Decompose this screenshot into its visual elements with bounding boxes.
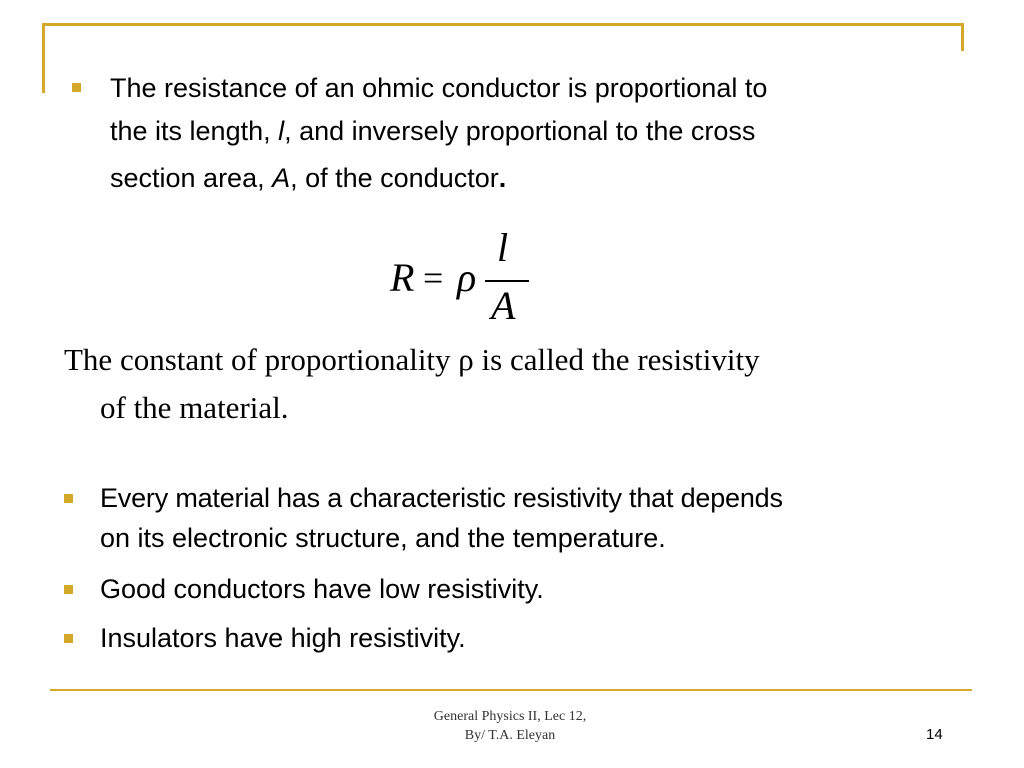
bullet1-line1: The resistance of an ohmic conductor is proportional to [110,73,768,103]
resistivity-paragraph-line2: of the material. [100,390,289,425]
area-variable: A [272,163,291,193]
bullet3-line1: Good conductors have low resistivity. [100,574,544,604]
page-number: 14 [926,726,943,743]
bullet2-line2: on its electronic structure, and the temperature. [100,523,666,553]
formula-lhs: R [390,255,415,300]
bullet-square [64,634,73,643]
footer-line2: By/ T.A. Eleyan [464,728,556,743]
footer-line1: General Physics II, Lec 12, [433,709,587,724]
bullet-square [72,83,81,92]
formula-numerator: l [497,225,509,270]
footer-rule [50,689,972,691]
length-variable: l [278,116,285,146]
bullet4-line1: Insulators have high resistivity. [100,623,466,653]
bullet-square [64,585,73,594]
bullet2-line1: Every material has a characteristic resistivity that depends [100,483,783,513]
bullet1-line2: the its length, l, and inversely proportional to the cross [110,116,756,146]
resistivity-paragraph-line1: The constant of proportionality ρ is called the resistivity [64,342,760,377]
footer-credit [380,707,640,745]
formula-denominator: A [491,283,516,328]
frame-right-rule [961,23,964,51]
resistance-formula [385,225,545,330]
frame-top-rule [42,23,964,26]
formula-rho: ρ [457,255,477,300]
formula-equals: = [423,258,444,298]
fraction-bar [485,280,529,282]
bullet1-line3: section area, A, of the conductor. [110,163,507,193]
bullet-square [64,494,73,503]
frame-left-rule [42,23,45,93]
